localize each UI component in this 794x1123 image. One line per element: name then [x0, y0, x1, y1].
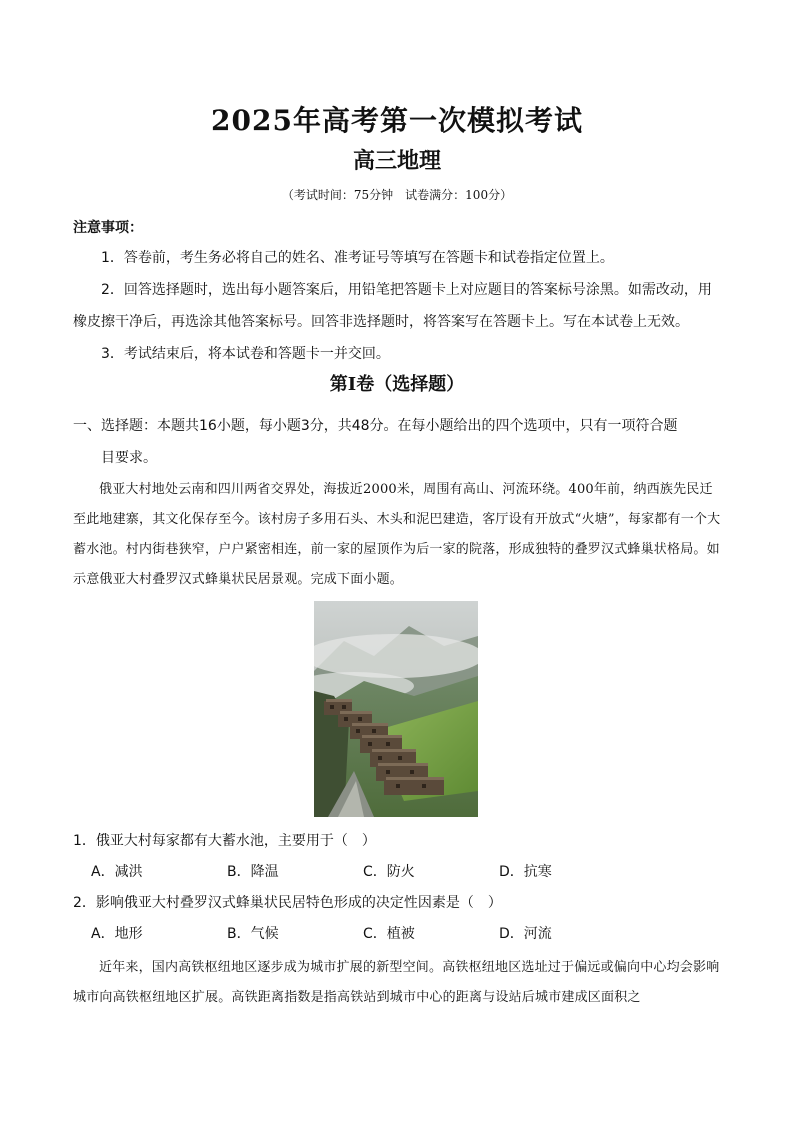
question-2-stem: 2．影响俄亚大村叠罗汉式蜂巢状民居特色形成的决定性因素是（ ） — [73, 895, 502, 911]
section-title: 第Ⅰ卷（选择题） — [329, 374, 465, 395]
question-1-options — [91, 861, 711, 883]
question-2-option-c: C．植被 — [363, 926, 415, 942]
section-instruction — [73, 410, 723, 474]
exam-meta: （考试时间：75分钟 试卷满分：100分） — [281, 188, 513, 202]
notice-item-2: 2．回答选择题时，选出每小题答案后，用铅笔把答题卡上对应题目的答案标号涂黑。如需改动，用橡皮擦干净后，再选涂其他答案标号。回答非选择题时，将答案写在答题卡上。写在本试卷上无效。 — [73, 282, 712, 330]
passage-1: 俄亚大村地处云南和四川两省交界处，海拔近2000米，周围有高山、河流环绕。400年前，纳西族先民迁至此地建寨，其文化保存至今。该村房子多用石头、木头和泥巴建造，客厅设有开放式“火塘”，每家都有一个大蓄水池。村内街巷狭窄，户户紧密相连，前一家的屋顶作为后一家的院落，形成独特的叠罗汉式蜂巢状格局。如示意俄亚大村叠罗汉式蜂巢状民居景观。完成下面小题。 — [73, 482, 721, 587]
village-photo — [314, 601, 478, 817]
question-1-option-d: D．抗寒 — [499, 864, 552, 880]
exam-title: 2025年高考第一次模拟考试 — [211, 104, 583, 137]
notice-title: 注意事项： — [73, 220, 143, 236]
question-1-stem: 1．俄亚大村每家都有大蓄水池，主要用于（ ） — [73, 833, 376, 849]
question-1-option-c: C．防火 — [363, 864, 415, 880]
question-2-option-b: B．气候 — [227, 926, 279, 942]
notice-item-3: 3．考试结束后，将本试卷和答题卡一并交回。 — [101, 346, 390, 362]
question-2-option-d: D．河流 — [499, 926, 552, 942]
notice-item-1: 1．答卷前，考生务必将自己的姓名、准考证号等填写在答题卡和试卷指定位置上。 — [101, 250, 614, 266]
section-instruction-line1: 一、选择题：本题共16小题，每小题3分，共48分。在每小题给出的四个选项中，只有一项符合题 — [73, 418, 678, 434]
passage-2: 近年来，国内高铁枢纽地区逐步成为城市扩展的新型空间。高铁枢纽地区选址过于偏远或偏向中心均会影响城市向高铁枢纽地区扩展。高铁距离指数是指高铁站到城市中心的距离与设站后城市建成区面积之 — [73, 960, 720, 1005]
question-2-options — [91, 923, 711, 945]
exam-subject: 高三地理 — [352, 148, 441, 174]
question-2-option-a: A．地形 — [91, 926, 143, 942]
question-1-option-a: A．减洪 — [91, 864, 143, 880]
question-1-option-b: B．降温 — [227, 864, 279, 880]
section-instruction-line2: 目要求。 — [101, 450, 157, 466]
